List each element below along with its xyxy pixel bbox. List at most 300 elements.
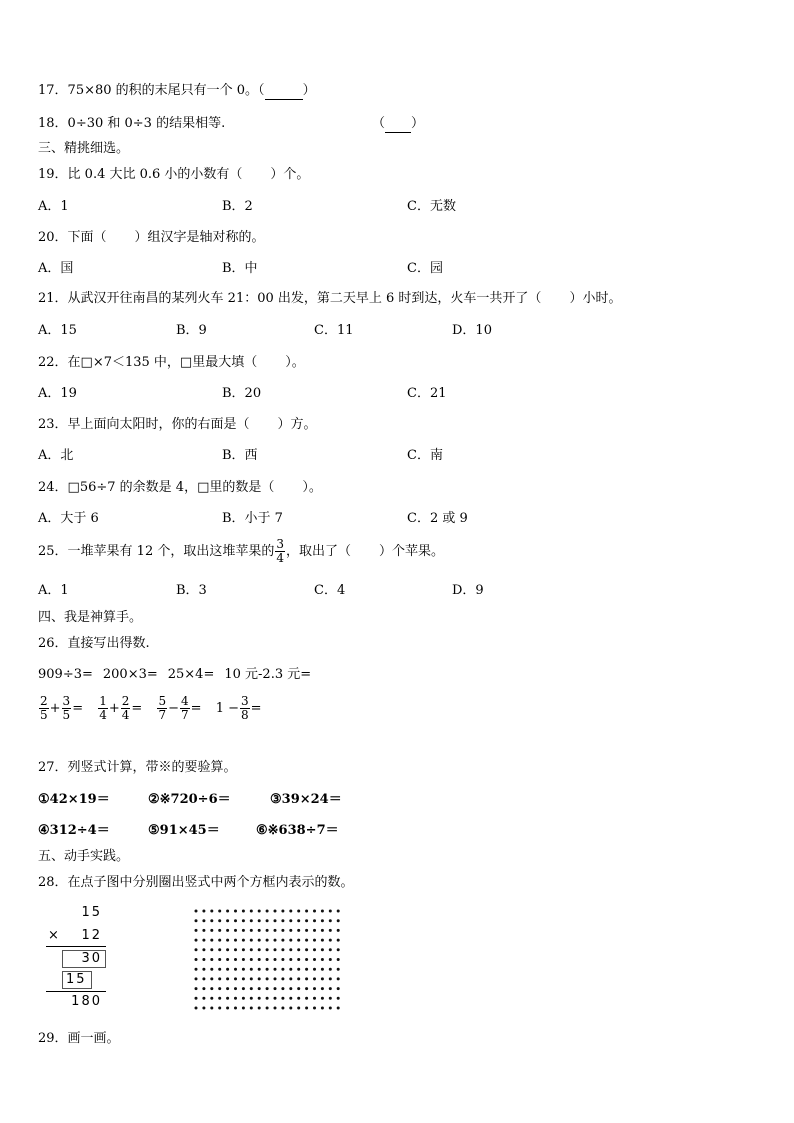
dot: [226, 958, 229, 961]
dot: [266, 987, 269, 990]
dot: [329, 987, 332, 990]
q26-f2-a-num: 1: [99, 694, 107, 708]
dot: [321, 948, 324, 951]
dot: [337, 929, 340, 932]
dot: [281, 939, 284, 942]
q22-option-c[interactable]: C．21: [407, 386, 447, 401]
dot: [234, 939, 237, 942]
dot: [329, 948, 332, 951]
dot: [337, 1007, 340, 1010]
q19-option-b[interactable]: B．2: [222, 199, 253, 214]
dot: [297, 910, 300, 913]
dot: [274, 977, 277, 980]
dot: [250, 987, 253, 990]
dot: [258, 919, 261, 922]
q20-option-c[interactable]: C．园: [407, 261, 443, 276]
dot: [297, 919, 300, 922]
vertical-line-1: [46, 946, 106, 947]
question-20: [38, 230, 265, 246]
q26-calc-4: 10 元-2.3 元=: [224, 667, 312, 682]
dot: [242, 987, 245, 990]
dot: [202, 1007, 205, 1010]
dot: [321, 939, 324, 942]
q26-row2: [38, 693, 272, 725]
dot: [313, 948, 316, 951]
dot: [305, 948, 308, 951]
dot: [305, 987, 308, 990]
dot: [258, 997, 261, 1000]
q26-f2-b-den: 4: [121, 708, 130, 722]
dot: [234, 997, 237, 1000]
q25-text: 25．一堆苹果有 12 个，取出这堆苹果的: [38, 544, 275, 559]
dot: [250, 958, 253, 961]
dot: [218, 919, 221, 922]
dot: [329, 968, 332, 971]
dot: [226, 977, 229, 980]
dot: [234, 968, 237, 971]
dot: [234, 977, 237, 980]
dot: [266, 910, 269, 913]
q24-text: 24．□56÷7 的余数是 4，□里的数是（: [38, 480, 275, 495]
dot: [313, 919, 316, 922]
dot: [297, 948, 300, 951]
dot: [202, 977, 205, 980]
dot: [305, 958, 308, 961]
dot: [329, 910, 332, 913]
dot: [289, 919, 292, 922]
dot: [266, 919, 269, 922]
dot: [281, 958, 284, 961]
dot: [195, 968, 198, 971]
q25-frac-den: 4: [276, 551, 284, 565]
dot: [258, 968, 261, 971]
dot: [234, 929, 237, 932]
question-26: 26．直接写出得数.: [38, 636, 150, 651]
section-5-title: 五、动手实践。: [38, 849, 130, 864]
dot: [321, 929, 324, 932]
dot: [195, 910, 198, 913]
question-29: 29．画一画。: [38, 1031, 120, 1046]
q18-answer: [372, 116, 424, 133]
q20-close: ）组汉字是轴对称的。: [134, 230, 265, 245]
dot: [195, 997, 198, 1000]
q24-option-c[interactable]: C．2 或 9: [407, 511, 468, 526]
dot: [337, 997, 340, 1000]
q26-f4-b-den: 8: [241, 708, 249, 722]
dot: [195, 958, 198, 961]
dot: [242, 919, 245, 922]
q26-f2-a-den: 4: [99, 708, 107, 722]
dot: [289, 1007, 292, 1010]
q24-option-a[interactable]: A．大于 6: [38, 511, 99, 526]
vertical-line-2: [46, 991, 106, 992]
dot: [258, 958, 261, 961]
question-22: [38, 355, 305, 371]
q18-text: 0÷30 和 0÷3 的结果相等.: [67, 116, 226, 131]
dot: [242, 929, 245, 932]
dot: [274, 929, 277, 932]
dot: [297, 977, 300, 980]
dot: [305, 997, 308, 1000]
dot: [242, 958, 245, 961]
dot: [242, 997, 245, 1000]
dot: [195, 929, 198, 932]
q21-option-b[interactable]: B．9: [176, 323, 207, 338]
q27-item-4: ④312÷4＝: [38, 823, 110, 838]
dot: [313, 910, 316, 913]
q26-f1-a-num: 2: [40, 694, 48, 708]
q26-frac-calc-2: [97, 693, 142, 725]
q22-text: 22．在□×7＜135 中，□里最大填（: [38, 355, 258, 370]
q21-text: 21．从武汉开往南昌的某列火车 21：00 出发，第二天早上 6 时到达，火车一共开了（: [38, 291, 542, 306]
q26-f3-op: −: [168, 701, 180, 716]
dot: [242, 939, 245, 942]
dot: [313, 939, 316, 942]
q26-calc-1: 909÷3=: [38, 667, 93, 682]
dot: [218, 939, 221, 942]
q23-option-c[interactable]: C．南: [407, 448, 443, 463]
dot: [337, 968, 340, 971]
q26-f3-a-den: 7: [158, 708, 167, 722]
dot: [337, 939, 340, 942]
dot: [226, 997, 229, 1000]
q22-option-b[interactable]: B．20: [222, 386, 262, 401]
q20-text: 20．下面（: [38, 230, 107, 245]
dot: [289, 939, 292, 942]
q18-close: ）: [411, 116, 425, 131]
dot: [250, 929, 253, 932]
dot: [250, 997, 253, 1000]
dot: [266, 958, 269, 961]
dot: [337, 919, 340, 922]
question-25: [38, 538, 444, 566]
q25-option-c[interactable]: C．4: [314, 583, 346, 598]
dot: [321, 958, 324, 961]
dot: [305, 929, 308, 932]
dot: [337, 987, 340, 990]
vertical-multiplication: [42, 905, 108, 1013]
dot: [313, 968, 316, 971]
dot: [195, 948, 198, 951]
dot: [266, 968, 269, 971]
dot: [289, 958, 292, 961]
dot: [210, 910, 213, 913]
dot: [274, 968, 277, 971]
dot: [329, 1007, 332, 1010]
dot: [329, 929, 332, 932]
dot: [297, 997, 300, 1000]
q26-f3-b-den: 7: [181, 708, 189, 722]
dot: [195, 977, 198, 980]
dot: [226, 1007, 229, 1010]
q22-close: ）。: [285, 355, 305, 370]
q25-fraction: [275, 538, 285, 565]
vertical-partial-2: 15: [66, 972, 87, 987]
dot: [297, 939, 300, 942]
q17-number: 17．: [38, 83, 68, 98]
q26-frac-calc-3: [156, 693, 201, 725]
dot: [218, 997, 221, 1000]
dot: [313, 997, 316, 1000]
dot: [210, 948, 213, 951]
dot: [234, 910, 237, 913]
dot: [289, 948, 292, 951]
dot: [258, 977, 261, 980]
dot: [281, 919, 284, 922]
q26-calc-3: 25×4=: [167, 667, 215, 682]
dot: [226, 910, 229, 913]
q19-close: ）个。: [270, 167, 310, 182]
dot: [195, 987, 198, 990]
dot: [297, 958, 300, 961]
dot: [218, 910, 221, 913]
q26-f3-b-num: 4: [181, 694, 189, 708]
q21-option-d[interactable]: D．10: [452, 323, 492, 338]
dot: [258, 929, 261, 932]
dot: [274, 919, 277, 922]
dot: [226, 968, 229, 971]
dot: [313, 977, 316, 980]
q22-option-a[interactable]: A．19: [38, 386, 77, 401]
vertical-result: 180: [71, 994, 102, 1009]
dot: [321, 968, 324, 971]
q26-frac-calc-4: [216, 693, 262, 725]
dot: [226, 919, 229, 922]
dot: [297, 987, 300, 990]
dot: [210, 977, 213, 980]
dot: [202, 910, 205, 913]
dot: [242, 977, 245, 980]
dot: [218, 1007, 221, 1010]
dot: [289, 910, 292, 913]
dot: [305, 1007, 308, 1010]
q18-open: （: [372, 116, 386, 131]
q25-option-a[interactable]: A．1: [38, 583, 69, 598]
dot: [210, 997, 213, 1000]
dot: [202, 997, 205, 1000]
dot: [305, 939, 308, 942]
dot: [321, 910, 324, 913]
dot: [210, 939, 213, 942]
q20-option-a[interactable]: A．国: [38, 261, 74, 276]
dot: [218, 987, 221, 990]
dot: [289, 987, 292, 990]
question-28: 28．在点子图中分别圈出竖式中两个方框内表示的数。: [38, 875, 354, 890]
dot: [195, 939, 198, 942]
dot: [258, 1007, 261, 1010]
dot: [266, 939, 269, 942]
q26-row1: [38, 667, 321, 683]
dot: [258, 948, 261, 951]
q26-f2-b-num: 2: [121, 694, 130, 708]
dot: [202, 948, 205, 951]
dot: [210, 919, 213, 922]
dot: [274, 910, 277, 913]
dot: [258, 987, 261, 990]
q26-f1-b-den: 5: [62, 708, 71, 722]
dot: [202, 958, 205, 961]
dot: [234, 948, 237, 951]
q25-option-d[interactable]: D．9: [452, 583, 484, 598]
question-23: [38, 417, 317, 433]
dot: [258, 910, 261, 913]
q19-option-c[interactable]: C．无数: [407, 199, 456, 214]
dot: [313, 1007, 316, 1010]
dot: [281, 1007, 284, 1010]
dot: [281, 948, 284, 951]
dot: [218, 968, 221, 971]
dot: [266, 1007, 269, 1010]
dot: [297, 929, 300, 932]
dot: [281, 910, 284, 913]
dot: [250, 910, 253, 913]
q20-option-b[interactable]: B．中: [222, 261, 258, 276]
q27-item-6: ⑥※638÷7＝: [256, 823, 339, 838]
dot: [242, 948, 245, 951]
dot: [218, 958, 221, 961]
dot: [329, 958, 332, 961]
dot: [274, 939, 277, 942]
vertical-multiplier: 12: [81, 928, 102, 943]
q26-f1-eq: =: [72, 701, 84, 716]
vertical-top-number: 15: [81, 905, 102, 920]
dot: [337, 948, 340, 951]
dot: [337, 958, 340, 961]
question-21: [38, 291, 621, 307]
dot-grid[interactable]: [193, 908, 343, 1016]
q27-item-2: ②※720÷6＝: [148, 792, 231, 807]
dot: [250, 968, 253, 971]
q26-f2-eq: =: [131, 701, 143, 716]
q27-item-5: ⑤91×45＝: [148, 823, 220, 838]
q19-text: 19．比 0.4 大比 0.6 小的小数有（: [38, 167, 243, 182]
dot: [226, 929, 229, 932]
q26-f1-b-num: 3: [62, 694, 71, 708]
dot: [289, 968, 292, 971]
dot: [329, 919, 332, 922]
dot: [210, 968, 213, 971]
dot: [337, 910, 340, 913]
q27-item-3: ③39×24＝: [270, 792, 342, 807]
dot: [281, 929, 284, 932]
dot: [321, 987, 324, 990]
dot: [281, 977, 284, 980]
vertical-partial-1: 30: [81, 951, 102, 966]
q18-number: 18．: [38, 116, 68, 131]
dot: [321, 1007, 324, 1010]
question-24: [38, 480, 322, 496]
q24-option-b[interactable]: B．小于 7: [222, 511, 283, 526]
dot: [274, 1007, 277, 1010]
question-18: [38, 116, 225, 132]
q23-close: ）方。: [277, 417, 317, 432]
q23-option-a[interactable]: A．北: [38, 448, 74, 463]
dot: [321, 997, 324, 1000]
dot: [266, 977, 269, 980]
dot: [281, 968, 284, 971]
dot: [218, 929, 221, 932]
dot: [289, 929, 292, 932]
dot: [274, 987, 277, 990]
section-3-title: 三、精挑细选。: [38, 141, 130, 156]
dot: [266, 997, 269, 1000]
q21-option-a[interactable]: A．15: [38, 323, 77, 338]
q27-item-1: ①42×19＝: [38, 792, 110, 807]
dot: [281, 987, 284, 990]
q19-option-a[interactable]: A．1: [38, 199, 69, 214]
dot: [202, 939, 205, 942]
dot: [234, 1007, 237, 1010]
dot: [321, 977, 324, 980]
dot: [218, 948, 221, 951]
dot: [289, 977, 292, 980]
dot: [258, 939, 261, 942]
question-17: [38, 83, 316, 100]
dot: [281, 997, 284, 1000]
dot: [329, 939, 332, 942]
q23-option-b[interactable]: B．西: [222, 448, 258, 463]
q21-option-c[interactable]: C．11: [314, 323, 354, 338]
dot: [242, 968, 245, 971]
dot: [250, 1007, 253, 1010]
q17-answer-blank[interactable]: [265, 83, 303, 100]
dot: [297, 1007, 300, 1010]
q18-answer-blank[interactable]: [385, 116, 411, 133]
q26-f3-eq: =: [190, 701, 202, 716]
vertical-times-sign: ×: [48, 928, 61, 943]
dot: [297, 968, 300, 971]
dot: [305, 910, 308, 913]
q26-f4-lead: 1 −: [215, 701, 239, 716]
question-27: 27．列竖式计算，带※的要验算。: [38, 760, 237, 775]
q26-f3-a-num: 5: [158, 694, 167, 708]
question-19: [38, 167, 309, 183]
dot: [195, 1007, 198, 1010]
dot: [202, 929, 205, 932]
dot: [202, 987, 205, 990]
dot: [210, 987, 213, 990]
q23-text: 23．早上面向太阳时，你的右面是（: [38, 417, 250, 432]
q26-f1-a-den: 5: [40, 708, 48, 722]
q21-close: ）小时。: [569, 291, 622, 306]
dot: [266, 948, 269, 951]
q17-close: ）: [302, 83, 316, 98]
dot: [305, 968, 308, 971]
dot: [218, 977, 221, 980]
dot: [250, 919, 253, 922]
dot: [305, 977, 308, 980]
dot: [250, 948, 253, 951]
dot: [329, 977, 332, 980]
dot: [313, 958, 316, 961]
dot: [195, 919, 198, 922]
q26-f2-op: +: [108, 701, 120, 716]
dot: [329, 997, 332, 1000]
dot: [266, 929, 269, 932]
q25-close: ）个苹果。: [379, 544, 445, 559]
dot: [210, 1007, 213, 1010]
section-4-title: 四、我是神算手。: [38, 610, 143, 625]
dot: [210, 929, 213, 932]
q25-option-b[interactable]: B．3: [176, 583, 207, 598]
dot: [226, 939, 229, 942]
dot: [242, 1007, 245, 1010]
dot: [337, 977, 340, 980]
dot: [274, 948, 277, 951]
q24-close: ）。: [302, 480, 322, 495]
q26-frac-calc-1: [38, 693, 83, 725]
q26-f4-b-num: 3: [241, 694, 249, 708]
